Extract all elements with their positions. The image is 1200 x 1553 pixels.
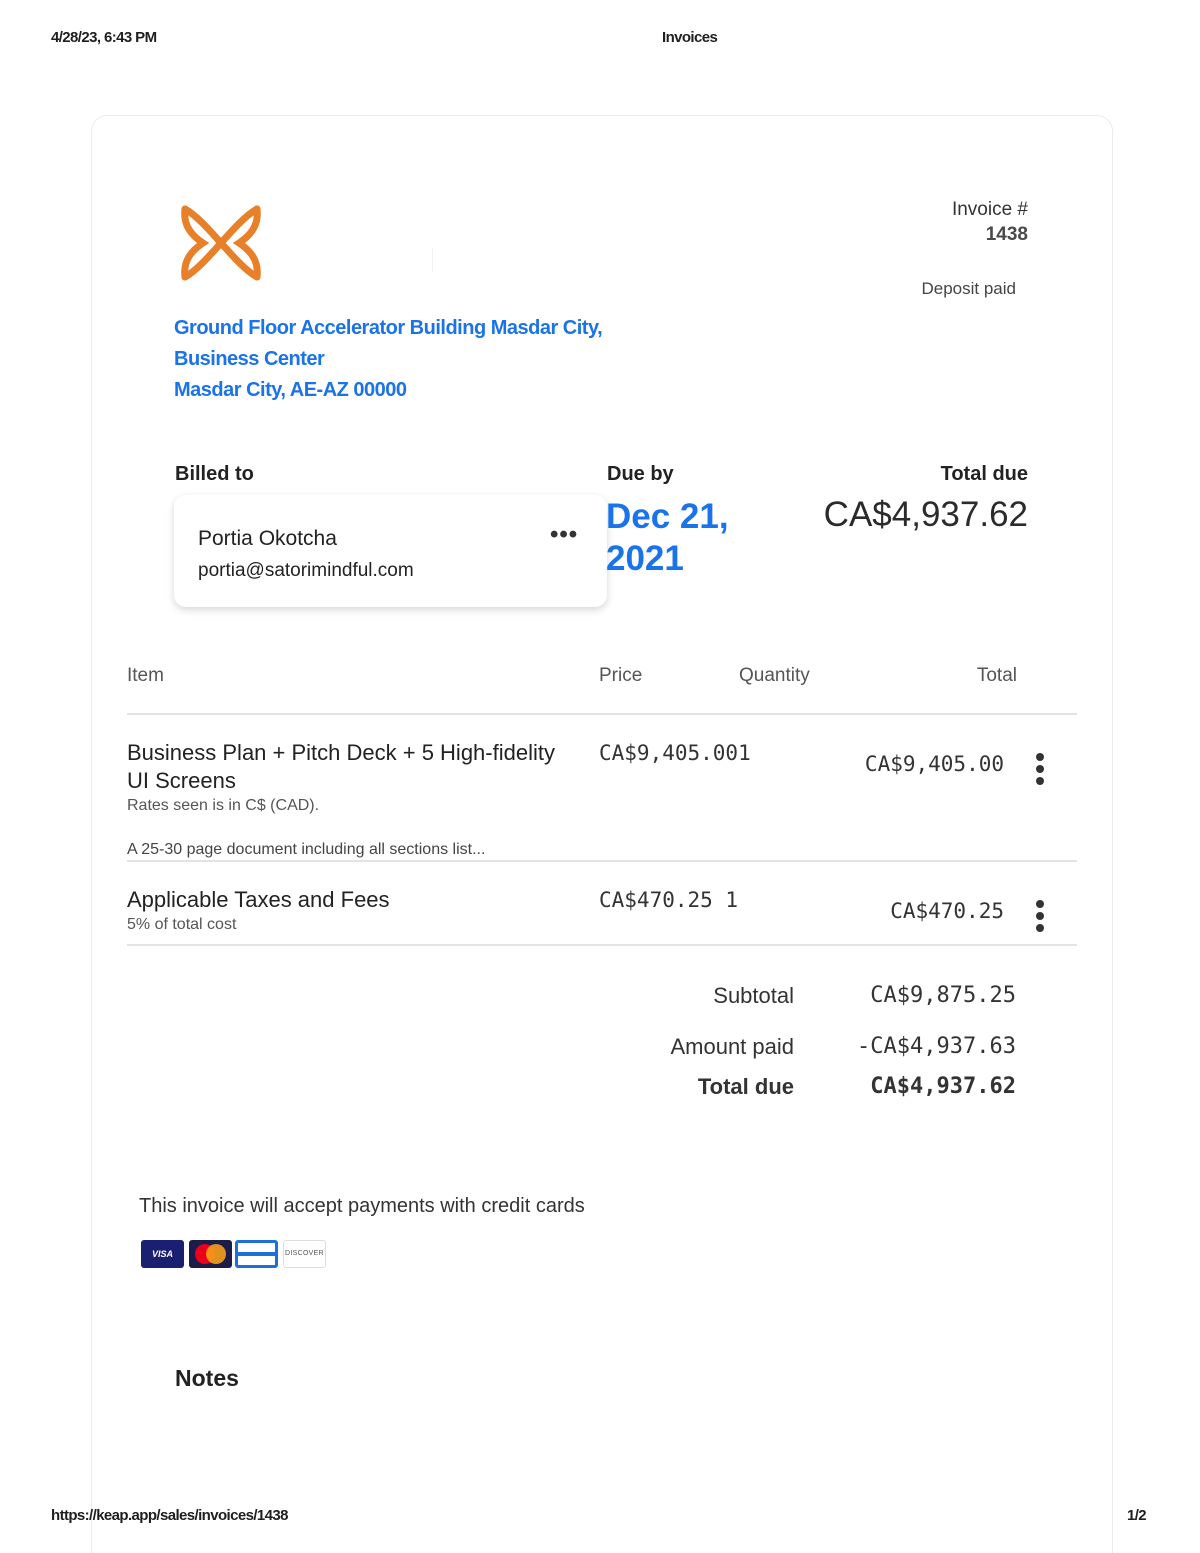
visa-icon: VISA [141,1240,184,1268]
address-line: Ground Floor Accelerator Building Masdar City, [174,317,603,339]
total-due-label: Total due [940,463,1028,485]
print-footer [0,1507,1200,1527]
address-line: Business Center [174,348,325,370]
address-line: Masdar City, AE-AZ 00000 [174,379,407,401]
column-header-price: Price [599,665,643,686]
amex-icon [235,1240,278,1268]
summary-total-due-label: Total due [697,1074,794,1099]
billed-to-label: Billed to [175,463,254,485]
company-address [174,313,602,406]
due-date-line: 2021 [606,539,684,578]
due-by-label: Due by [607,463,674,485]
amount-paid-value: -CA$4,937.63 [857,1034,1016,1059]
invoice-number-label: Invoice # [951,199,1028,220]
client-email: portia@satorimindful.com [198,560,414,581]
print-url: https://keap.app/sales/invoices/1438 [51,1507,288,1524]
discover-icon: DISCOVER [283,1240,326,1268]
more-options-icon[interactable]: ••• [550,521,579,548]
table-divider [127,944,1077,946]
row-menu-icon[interactable] [1034,900,1046,932]
column-header-total: Total [976,665,1017,686]
line-item-note: 5% of total cost [127,916,237,933]
client-card [174,495,607,607]
line-item-name: Applicable Taxes and Fees [127,887,390,912]
line-item-price-quantity: CA$9,405.001 [599,741,751,765]
amount-paid-label: Amount paid [670,1034,794,1059]
line-item-price-quantity: CA$470.25 1 [599,888,739,912]
print-header [0,29,1200,49]
faint-divider [432,248,433,272]
print-page-indicator: 1/2 [1127,1507,1147,1524]
payment-methods-text: This invoice will accept payments with credit cards [139,1195,585,1217]
print-title: Invoices [662,29,718,46]
column-header-item: Item [127,665,164,686]
orange-x-logo-icon [177,201,265,285]
notes-title: Notes [175,1365,239,1391]
status-badge: Deposit paid [921,279,1016,298]
line-item-total: CA$9,405.00 [864,752,1004,776]
client-name: Portia Okotcha [198,527,337,550]
line-item-name: Business Plan + Pitch Deck + 5 High-fidelity UI Screens [127,740,555,793]
line-item-total: CA$470.25 [890,899,1004,923]
print-date: 4/28/23, 6:43 PM [51,29,157,46]
column-header-quantity: Quantity [739,665,810,686]
due-date [606,496,796,580]
summary-total-due-value: CA$4,937.62 [870,1074,1016,1099]
subtotal-value: CA$9,875.25 [870,983,1016,1008]
line-item-note: Rates seen is in C$ (CAD). [127,797,320,814]
total-due-value: CA$4,937.62 [823,495,1028,534]
due-date-line: Dec 21, [606,497,729,536]
table-divider [127,860,1077,862]
table-divider [127,713,1077,715]
row-menu-icon[interactable] [1034,753,1046,785]
mastercard-icon [189,1240,232,1268]
invoice-number: 1438 [985,224,1028,245]
line-item-description: A 25-30 page document including all sections list... [127,841,486,858]
subtotal-label: Subtotal [713,983,794,1008]
